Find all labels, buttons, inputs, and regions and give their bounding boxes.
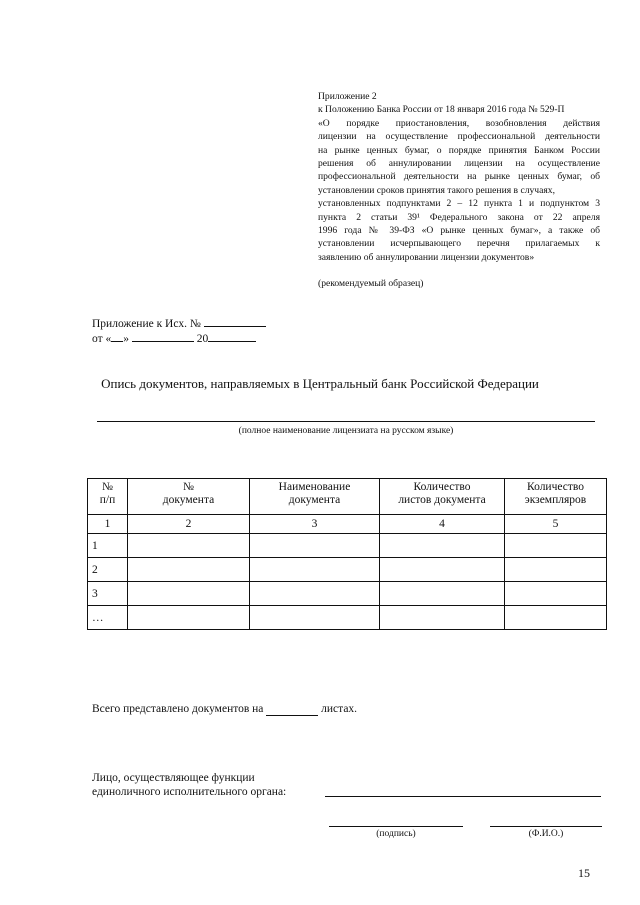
sample-note: (рекомендуемый образец): [318, 278, 424, 290]
table-cell: [128, 582, 250, 606]
column-number-row: [88, 515, 607, 534]
annex-line: решения об аннулировании лицензии на осуществление: [318, 158, 600, 170]
total-sheets-blank: [266, 703, 318, 716]
annex-line: лицензии на осуществление профессиональной деятельности: [318, 131, 600, 143]
signatory-line-1: Лицо, осуществляющее функции: [92, 772, 255, 784]
column-number: 2: [128, 515, 250, 534]
outgoing-reference: [92, 316, 266, 346]
signatory-blank-line: [325, 796, 601, 797]
row-index: 1: [88, 534, 128, 558]
table-cell: [505, 558, 607, 582]
table-cell: [250, 534, 380, 558]
licensee-name-line: [97, 421, 595, 422]
header-index: № п/п: [88, 479, 128, 515]
signature-blank-line: [329, 826, 463, 827]
ref-date-close: »: [123, 333, 129, 345]
full-name-blank-line: [490, 826, 602, 827]
annex-line: «О порядке приостановления, возобновления действия: [318, 117, 600, 129]
header-sheet-count: Количество листов документа: [380, 479, 505, 515]
ref-year-prefix: 20: [196, 333, 209, 345]
column-number: 1: [88, 515, 128, 534]
table-row: [88, 558, 607, 582]
total-sheets-line: [92, 703, 357, 716]
ref-year-blank: [208, 331, 256, 342]
row-index: …: [88, 606, 128, 630]
table-cell: [380, 558, 505, 582]
table-cell: [505, 606, 607, 630]
table-cell: [250, 582, 380, 606]
table-cell: [380, 606, 505, 630]
ref-month-blank: [132, 331, 194, 342]
header-doc-number: № документа: [128, 479, 250, 515]
row-index: 2: [88, 558, 128, 582]
table-cell: [128, 534, 250, 558]
table-cell: [505, 534, 607, 558]
page-number: 15: [578, 866, 590, 880]
full-name-caption: (Ф.И.О.): [528, 829, 564, 839]
page-title: Опись документов, направляемых в Центральный банк Российской Федерации: [101, 376, 539, 391]
ref-date-open: от «: [92, 333, 112, 345]
table-cell: [380, 582, 505, 606]
signature-caption: (подпись): [376, 829, 416, 839]
ref-number-blank: [204, 316, 266, 327]
total-suffix: листах.: [321, 703, 358, 715]
header-copy-count: Количество экземпляров: [505, 479, 607, 515]
ref-day-blank: [111, 331, 123, 342]
annex-line: пункта 2 статьи 39¹ Федерального закона от 22 апреля: [318, 211, 600, 223]
documents-table: [87, 478, 607, 630]
annex-line: установлении исчерпывающего перечня прилагаемых к: [318, 238, 600, 250]
signatory-line-2: единоличного исполнительного органа:: [92, 786, 287, 798]
table-cell: [505, 582, 607, 606]
table-row: [88, 606, 607, 630]
table-cell: [250, 606, 380, 630]
annex-line: к Положению Банка России от 18 января 2016 года № 529-П: [318, 104, 565, 116]
header-doc-name: Наименование документа: [250, 479, 380, 515]
annex-line: профессиональной деятельности на рынке ценных бумаг, об: [318, 171, 600, 183]
table-cell: [380, 534, 505, 558]
annex-line: на рынке ценных бумаг, о порядке принятия Банком России: [318, 144, 600, 156]
annex-line: Приложение 2: [318, 91, 377, 102]
table-cell: [128, 606, 250, 630]
row-index: 3: [88, 582, 128, 606]
licensee-name-caption: (полное наименование лицензиата на русском языке): [238, 426, 454, 436]
table-header-row: [88, 479, 607, 515]
table-cell: [250, 558, 380, 582]
column-number: 3: [250, 515, 380, 534]
annex-line: установлении сроков принятия такого решения в случаях,: [318, 184, 555, 196]
annex-line: заявлению об аннулировании лицензии документов»: [318, 251, 535, 263]
table-cell: [128, 558, 250, 582]
column-number: 4: [380, 515, 505, 534]
column-number: 5: [505, 515, 607, 534]
table-row: [88, 534, 607, 558]
total-prefix: Всего представлено документов на: [92, 703, 264, 715]
signatory-block: [92, 771, 286, 799]
annex-line: 1996 года № 39-ФЗ «О рынке ценных бумаг», а также об: [318, 225, 600, 237]
table-row: [88, 582, 607, 606]
ref-number-label: Приложение к Исх. №: [92, 318, 201, 330]
annex-header: [318, 90, 600, 291]
annex-line: установленных подпунктами 2 – 12 пункта 1 и подпунктом 3: [318, 198, 600, 210]
